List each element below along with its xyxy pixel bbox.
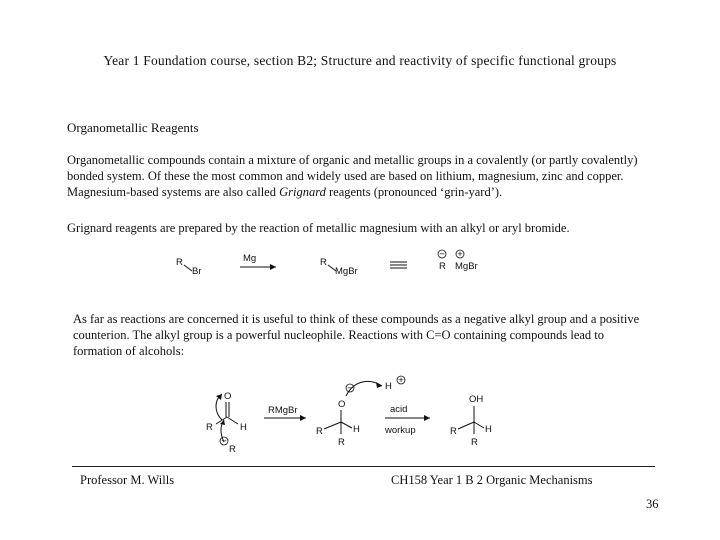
carbonyl-right-bond bbox=[227, 417, 238, 424]
alcohol-r-left-label: R bbox=[450, 426, 457, 437]
paragraph-text-end: reagents (pronounced ‘grin-yard’). bbox=[325, 185, 503, 199]
scheme2-second-arrowhead bbox=[424, 415, 430, 421]
grignard-emphasis: Grignard bbox=[279, 185, 326, 199]
carbonyl-h-label: H bbox=[240, 422, 247, 433]
scheme1-r-label: R bbox=[176, 257, 183, 268]
carbonyl-oxygen-label: O bbox=[224, 391, 232, 402]
alkoxide-oxygen-label: O bbox=[338, 399, 346, 410]
page-title: Year 1 Foundation course, section B2; Structure and reactivity of specific functional groups bbox=[103, 53, 617, 68]
scheme1-product-r-label: R bbox=[320, 257, 327, 268]
scheme1-plus-charge: + bbox=[457, 249, 463, 260]
acid-label: acid bbox=[390, 404, 408, 415]
alkoxide-left-bond bbox=[324, 422, 341, 429]
scheme1-mgbr-label: MgBr bbox=[335, 266, 358, 277]
alcohol-r-bottom-label: R bbox=[471, 437, 478, 448]
scheme2-first-arrowhead bbox=[300, 415, 306, 421]
carbonyl-r-label: R bbox=[206, 422, 213, 433]
grignard-formation-scheme bbox=[170, 245, 500, 285]
reagent-rmgbr-label: RMgBr bbox=[268, 405, 298, 416]
carbonyl-curly-arrowhead bbox=[216, 394, 222, 400]
alkoxide-h-label: H bbox=[353, 424, 360, 435]
paragraph-reactivity: As far as reactions are concerned it is useful to think of these compounds as a negative alkyl group and a positive counterion. The alkyl group is a powerful nucleophile. Reactions with C=O containing compounds lead to formation of alcohols: bbox=[73, 312, 640, 358]
carbonyl-addition-scheme bbox=[200, 372, 500, 454]
alcohol-left-bond bbox=[458, 422, 474, 429]
scheme1-arrowhead bbox=[270, 264, 276, 270]
alcohol-oh-label: OH bbox=[469, 394, 484, 405]
paragraph-organometallic-intro bbox=[67, 152, 677, 200]
proton-h-label: H bbox=[385, 381, 392, 392]
alkoxide-minus-charge: − bbox=[347, 383, 353, 394]
nucleophile-minus-charge: − bbox=[221, 436, 227, 447]
paragraph-grignard-preparation: Grignard reagents are prepared by the reaction of metallic magnesium with an alkyl or aryl bromide. bbox=[67, 221, 570, 235]
scheme1-mg-reagent: Mg bbox=[243, 253, 257, 264]
footer-divider bbox=[72, 466, 655, 467]
alkoxide-right-bond bbox=[341, 422, 352, 428]
alkoxide-r-left-label: R bbox=[316, 426, 323, 437]
alcohol-right-bond bbox=[474, 422, 484, 428]
scheme1-minus-charge: − bbox=[439, 249, 445, 260]
footer-course: CH158 Year 1 B 2 Organic Mechanisms bbox=[391, 473, 593, 487]
scheme1-counterion-label: MgBr bbox=[455, 261, 478, 272]
alkoxide-r-bottom-label: R bbox=[338, 437, 345, 448]
footer-author: Professor M. Wills bbox=[80, 473, 175, 487]
section-heading: Organometallic Reagents bbox=[67, 120, 199, 135]
workup-label: workup bbox=[385, 425, 416, 436]
proton-plus-charge: + bbox=[398, 375, 404, 386]
scheme1-carbanion-r-label: R bbox=[439, 261, 446, 272]
scheme1-br-label: Br bbox=[192, 266, 202, 277]
scheme1-r-br-bond bbox=[184, 265, 192, 271]
alcohol-h-label: H bbox=[485, 424, 492, 435]
paragraph-text: Organometallic compounds contain a mixture of organic and metallic groups in a covalently (or partly covalently) bonded system. Of these the most common and widely used are based on lithium, magnesium, zinc and copper. Magnesium-based systems are also called bbox=[67, 153, 638, 199]
page-number: 36 bbox=[646, 497, 659, 511]
nucleophile-r-label: R bbox=[229, 444, 236, 455]
